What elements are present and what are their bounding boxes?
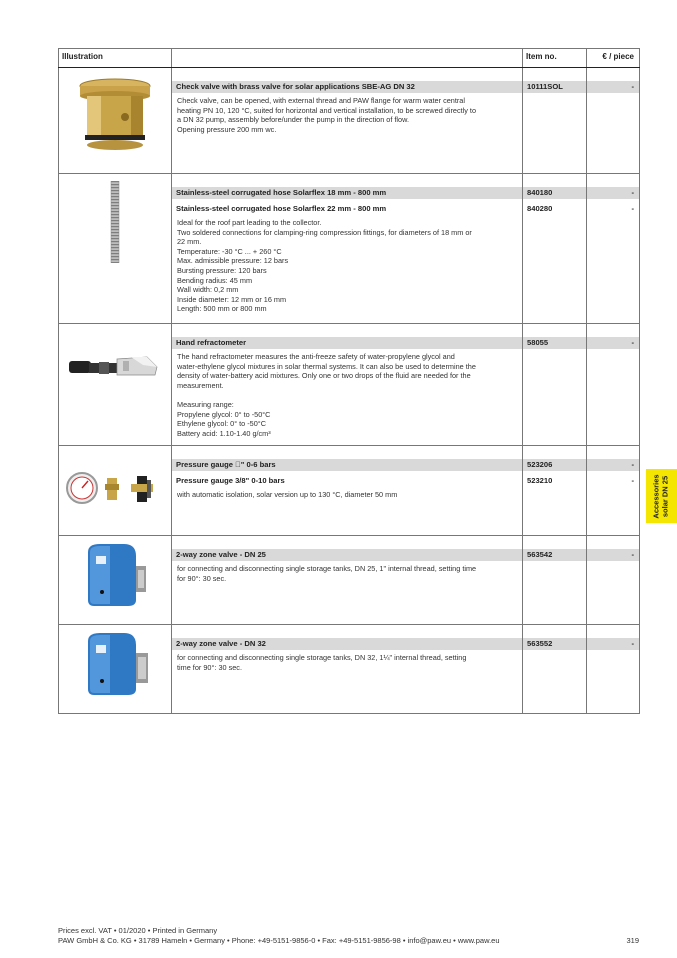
item-number: 523206 <box>523 459 586 471</box>
section-tab-line1: Accessories <box>652 473 662 519</box>
item-number: 840180 <box>523 187 586 199</box>
price: - <box>587 187 639 199</box>
product-description <box>172 650 522 672</box>
description-line: Two soldered connections for clamping-ring compression fittings, for diameters of 18 mm or <box>177 227 472 237</box>
section-tab-line2: solar DN 25 <box>660 475 670 517</box>
description-line: Ideal for the roof part leading to the collector. <box>177 218 322 227</box>
illustration-cell <box>59 324 172 446</box>
product-title: Hand refractometer <box>172 337 522 349</box>
description-line: a DN 32 pump, assembly before/under the pump in the direction of flow. <box>177 115 410 125</box>
item-number: 563552 <box>523 638 586 650</box>
footer-line-1: Prices excl. VAT • 01/2020 • Printed in Germany <box>58 926 218 935</box>
item-number: 563542 <box>523 549 586 561</box>
product-description <box>172 93 522 134</box>
product-description <box>172 561 522 583</box>
description-line: Max. admissible pressure: 12 bars <box>177 256 289 266</box>
product-group-corrugated-hose <box>59 174 640 324</box>
header-illustration: Illustration <box>59 49 172 68</box>
header-price: € / piece <box>587 49 640 68</box>
item-number: 58055 <box>523 337 586 349</box>
description-line: water-ethylene glycol mixtures in solar thermal systems. It can also be used to determine the <box>177 361 476 371</box>
description-line: Battery acid: 1.10-1.40 g/cm³ <box>177 428 271 438</box>
illustration-cell <box>59 536 172 625</box>
footer-line-2: PAW GmbH & Co. KG • 31789 Hameln • Germany • Phone: +49-5151-9856-0 • Fax: +49-5151-9856-98 • info@paw.eu • www.paw.eu <box>58 935 500 945</box>
description-line: Check valve, can be opened, with external thread and PAW flange for warm water central <box>177 96 465 105</box>
product-group-zone-valve-dn25 <box>59 536 640 625</box>
illustration-cell <box>59 174 172 324</box>
illustration-cell <box>59 625 172 714</box>
header-item-no: Item no. <box>523 49 587 68</box>
description-line <box>177 390 518 400</box>
description-line: Inside diameter: 12 mm or 16 mm <box>177 294 287 304</box>
price: - <box>587 81 639 93</box>
illustration-cell <box>59 446 172 536</box>
product-title: Check valve with brass valve for solar applications SBE-AG DN 32 <box>172 81 522 93</box>
product-title: 2-way zone valve - DN 32 <box>172 638 522 650</box>
item-number: 523210 <box>527 476 553 485</box>
table-header-row <box>59 49 640 68</box>
description-line: for 90°: 30 sec. <box>177 573 227 583</box>
refractometer-image <box>59 346 171 386</box>
description-line: Bursting pressure: 120 bars <box>177 265 267 275</box>
description-line: heating PN 10, 120 °C, suited for horizontal and vertical installation, to be screwed directly to <box>177 105 477 115</box>
description-line: with automatic isolation, solar version up to 130 °C, diameter 50 mm <box>177 490 398 499</box>
product-title: 2-way zone valve - DN 25 <box>172 549 522 561</box>
product-title: Pressure gauge 3/8" 0-10 bars <box>176 476 285 485</box>
section-tab <box>646 469 677 523</box>
product-table <box>58 48 640 714</box>
zone-valve-dn32-image <box>59 630 171 698</box>
price: - <box>631 204 634 213</box>
product-title: Stainless-steel corrugated hose Solarflex 18 mm - 800 mm <box>172 187 522 199</box>
item-number: 10111SOL <box>523 81 586 93</box>
description-line: Temperature: -30 °C ... + 260 °C <box>177 246 282 256</box>
description-line: 22 mm. <box>177 237 202 247</box>
check-valve-image <box>59 76 171 156</box>
pressure-gauge-image <box>59 468 171 508</box>
product-group-refractometer <box>59 324 640 446</box>
price: - <box>587 549 639 561</box>
page-number: 319 <box>626 936 639 945</box>
header-description <box>172 49 523 68</box>
price: - <box>631 476 634 485</box>
description-line: Length: 500 mm or 800 mm <box>177 304 267 314</box>
description-line: Opening pressure 200 mm wc. <box>177 124 277 134</box>
product-group-pressure-gauge <box>59 446 640 536</box>
product-description <box>172 487 522 500</box>
product-title: Pressure gauge  " 0-6 bars <box>172 459 522 471</box>
description-line: Wall width: 0,2 mm <box>177 285 239 295</box>
page-footer <box>58 926 500 945</box>
price: - <box>587 638 639 650</box>
description-line: Propylene glycol: 0° to -50°C <box>177 409 271 419</box>
description-line: Ethylene glycol: 0° to -50°C <box>177 419 266 429</box>
price: - <box>587 459 639 471</box>
product-description <box>172 349 522 438</box>
description-line: for connecting and disconnecting single storage tanks, DN 25, 1" internal thread, setting time <box>177 564 477 573</box>
product-group-check-valve <box>59 68 640 174</box>
description-line: density of water-battery acid mixtures. Only one or two drops of the fluid are needed for the <box>177 371 471 381</box>
product-group-zone-valve-dn32 <box>59 625 640 714</box>
description-line: for connecting and disconnecting single storage tanks, DN 32, 1¼" internal thread, setting <box>177 653 467 662</box>
description-line: time for 90°: 30 sec. <box>177 662 242 672</box>
zone-valve-dn25-image <box>59 541 171 609</box>
illustration-cell <box>59 68 172 174</box>
item-number: 840280 <box>527 204 553 213</box>
corrugated-hose-image <box>59 180 171 264</box>
description-line: measurement. <box>177 380 224 390</box>
price: - <box>587 337 639 349</box>
product-title: Stainless-steel corrugated hose Solarflex 22 mm - 800 mm <box>176 204 387 213</box>
product-description <box>172 215 522 314</box>
description-line: Measuring range: <box>177 399 234 409</box>
description-line: The hand refractometer measures the anti-freeze safety of water-propylene glycol and <box>177 352 455 361</box>
description-line: Bending radius: 45 mm <box>177 275 253 285</box>
